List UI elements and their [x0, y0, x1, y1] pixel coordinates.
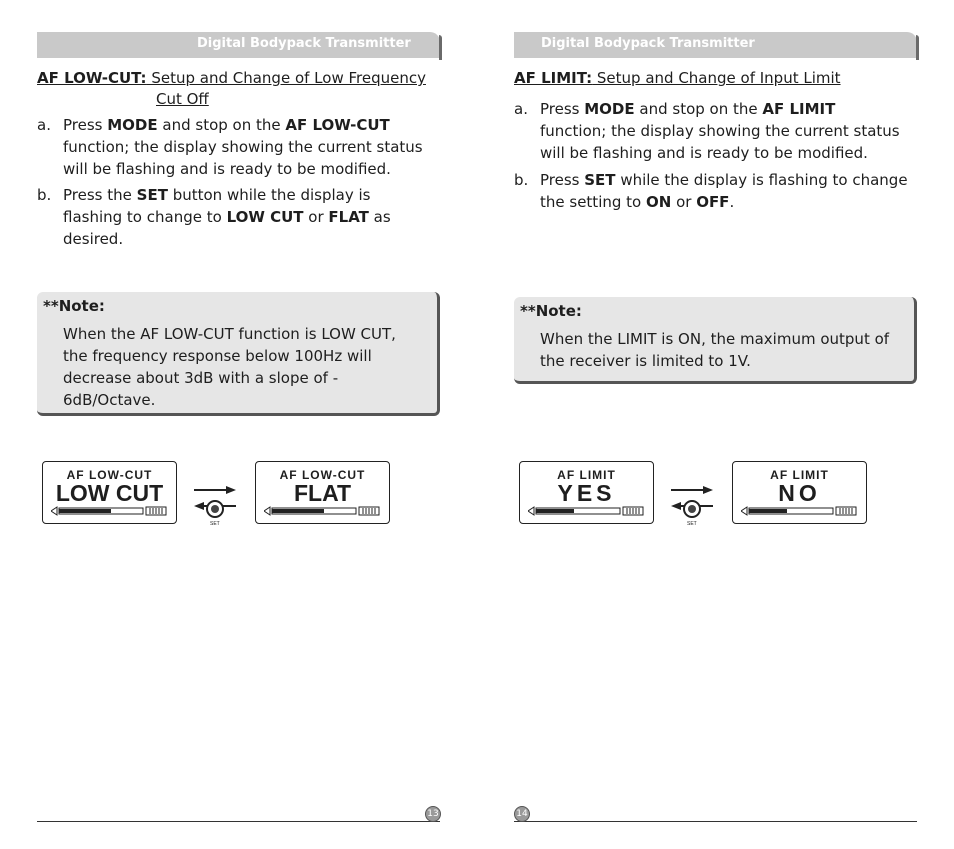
text: Press	[540, 171, 585, 189]
text: while the display is flashing to change	[615, 171, 908, 189]
right-page	[477, 0, 954, 849]
text: 6dB/Octave.	[63, 391, 156, 409]
left-step-a-label: a.	[37, 116, 51, 134]
lcd-function-label: AF LOW-CUT	[279, 468, 366, 482]
text: the receiver is limited to 1V.	[540, 352, 751, 370]
left-header-text: Digital Bodypack Transmitter	[197, 36, 411, 51]
text: as	[368, 208, 391, 226]
function-keyword: AF LIMIT	[762, 100, 836, 118]
right-footer-line	[514, 821, 917, 822]
lcd-value: NO	[778, 480, 821, 506]
level-meter-icon	[741, 506, 857, 516]
level-meter-icon	[528, 506, 644, 516]
text: the frequency response below 100Hz will	[63, 347, 372, 365]
right-header-text: Digital Bodypack Transmitter	[541, 36, 755, 51]
set-keyword: SET	[584, 171, 616, 189]
text: .	[729, 193, 735, 211]
note-title: **Note:	[43, 297, 105, 315]
left-title-line2: Cut Off	[156, 90, 209, 108]
right-step-a-label: a.	[514, 100, 528, 118]
text: Press the	[63, 186, 137, 204]
left-step-a	[37, 114, 457, 184]
right-step-b-label: b.	[514, 171, 529, 189]
right-title-bold: AF LIMIT:	[514, 69, 593, 87]
lcd-display-flat	[255, 461, 390, 524]
text: and stop on the	[157, 116, 286, 134]
left-header-bar	[37, 32, 440, 58]
option-keyword: FLAT	[328, 208, 369, 226]
right-step-b	[514, 169, 924, 217]
text: or	[671, 193, 697, 211]
right-title-line1: Setup and Change of Input Limit	[592, 69, 841, 87]
text: flashing to change to	[63, 208, 227, 226]
option-keyword: LOW CUT	[226, 208, 304, 226]
text: will be flashing and is ready to be modified.	[540, 144, 868, 162]
lcd-value: LOW CUT	[55, 480, 164, 506]
left-page-number: 13	[425, 806, 441, 822]
lcd-display-no	[732, 461, 867, 524]
text: function; the display showing the current status	[540, 122, 900, 140]
note-text	[63, 323, 396, 411]
left-footer-line	[37, 821, 440, 822]
left-step-b	[37, 184, 457, 254]
lcd-display-low-cut	[42, 461, 177, 524]
text: or	[303, 208, 329, 226]
lcd-function-label: AF LIMIT	[557, 468, 616, 482]
right-step-a	[514, 98, 924, 168]
left-note-box	[37, 292, 440, 416]
lcd-value: YES	[557, 480, 616, 506]
level-meter-icon	[264, 506, 380, 516]
mode-keyword: MODE	[584, 100, 635, 118]
lcd-function-label: AF LIMIT	[770, 468, 829, 482]
text: button while the display is	[167, 186, 371, 204]
right-page-number: 14	[514, 806, 530, 822]
right-section-title	[514, 68, 924, 89]
left-title-line1: Setup and Change of Low Frequency	[146, 69, 426, 87]
lcd-display-yes	[519, 461, 654, 524]
left-section-title	[37, 68, 447, 89]
level-meter-icon	[51, 506, 167, 516]
set-label: SET	[210, 521, 220, 527]
text: decrease about 3dB with a slope of -	[63, 369, 339, 387]
mode-keyword: MODE	[107, 116, 158, 134]
text: the setting to	[540, 193, 646, 211]
text: and stop on the	[634, 100, 763, 118]
set-button-icon	[206, 500, 224, 518]
lcd-value: FLAT	[293, 480, 352, 506]
function-keyword: AF LOW-CUT	[285, 116, 390, 134]
text: function; the display showing the current status	[63, 138, 423, 156]
note-text	[540, 328, 889, 372]
left-step-b-label: b.	[37, 186, 52, 204]
right-header-bar	[514, 32, 917, 58]
set-keyword: SET	[136, 186, 168, 204]
text: Press	[540, 100, 585, 118]
right-note-box	[514, 297, 917, 384]
left-title-bold: AF LOW-CUT:	[37, 69, 147, 87]
option-keyword: ON	[645, 193, 672, 211]
text: will be flashing and is ready to be modified.	[63, 160, 391, 178]
set-label: SET	[687, 521, 697, 527]
lcd-function-label: AF LOW-CUT	[66, 468, 153, 482]
set-button-icon	[683, 500, 701, 518]
text: When the AF LOW-CUT function is LOW CUT,	[63, 325, 396, 343]
text: When the LIMIT is ON, the maximum output of	[540, 330, 890, 348]
text: desired.	[63, 230, 124, 248]
option-keyword: OFF	[696, 193, 730, 211]
note-title: **Note:	[520, 302, 582, 320]
text: Press	[63, 116, 108, 134]
